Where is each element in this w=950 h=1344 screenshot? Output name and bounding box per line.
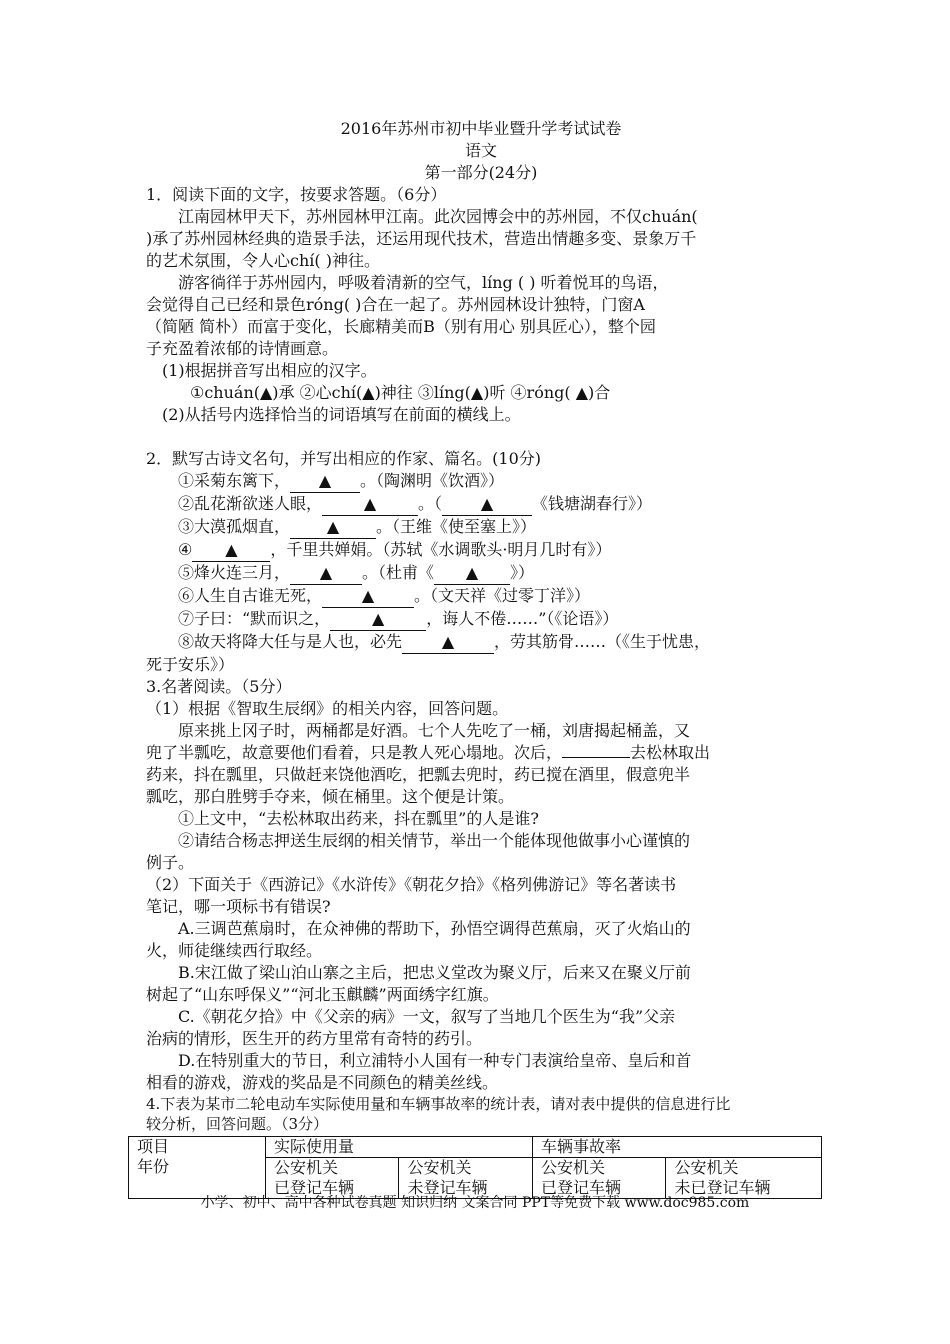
answer-blank[interactable]: ▲ [330, 608, 426, 631]
q4-heading: 4.下表为某市二轮电动车实际使用量和车辆事故率的统计表，请对表中提供的信息进行比 [146, 1095, 731, 1113]
answer-blank[interactable]: ▲ [192, 539, 270, 562]
q3-passage-line: 药来，抖在瓢里，只做赶来饶他酒吃，把瓢去兜时，药已搅在酒里，假意兜半 [146, 765, 691, 784]
q3-sub2-cont: 笔记，哪一项标书有错误? [146, 897, 331, 916]
page-footer: 小学、初中、高中各种试卷真题 知识归纳 文案合同 PPT等免费下载 www.doc985.com [200, 1195, 750, 1211]
q2-item: ⑥人生自古谁无死， ▲ 。（文天祥《过零丁洋》） [146, 585, 816, 608]
q3-passage-line: 原来挑上冈子时，两桶都是好酒。七个人先吃了一桶，刘唐揭起桶盖，又 [178, 721, 691, 740]
q1-passage-line: )承了苏州园林经典的造景手法，还运用现代技术，营造出情趣多变、景象万千 [146, 229, 697, 248]
q2-heading: 2．默写古诗文名句，并写出相应的作家、篇名。(10分) [146, 449, 542, 468]
q3-option-c: C.《朝花夕拾》中《父亲的病》一文，叙写了当地几个医生为“我”父亲 [178, 1007, 676, 1026]
q3-option-d-cont: 相看的游戏，游戏的奖品是不同颜色的精美丝线。 [146, 1073, 499, 1092]
q1-heading: 1．阅读下面的文字，按要求答题。（6分） [146, 185, 447, 204]
q1-passage-line: 子充盈着浓郁的诗情画意。 [146, 339, 339, 358]
q3-question-b: ②请结合杨志押送生辰纲的相关情节，举出一个能体现他做事小心谨慎的 [178, 831, 691, 850]
q2-item: ⑤烽火连三月， ▲ 。（杜甫《 ▲ 》） [146, 562, 816, 585]
q2-item: ⑦子曰：“默而识之， ▲ ，诲人不倦……”（《论语》） [146, 608, 816, 631]
q1-sub1-items: ①chuán(▲)承 ②心chí(▲)神往 ③líng(▲)听 ④róng( ▲)合 [190, 383, 611, 402]
exam-subject: 语文 [464, 141, 497, 160]
table-col-header: 公安机关 已登记车辆 [532, 1158, 665, 1199]
q1-sub1: (1)根据拼音写出相应的汉字。 [162, 361, 377, 380]
exam-title: 2016年苏州市初中毕业暨升学考试试卷 [340, 119, 622, 138]
table-group-usage: 实际使用量 [266, 1137, 533, 1158]
table-col-header: 公安机关 未已登记车辆 [666, 1158, 822, 1199]
answer-blank[interactable] [562, 757, 630, 758]
q2-item: ①采菊东篱下， ▲ 。（陶渊明《饮酒》） [146, 470, 816, 493]
q3-option-b: B.宋江做了梁山泊山寨之主后，把忠义堂改为聚义厅，后来又在聚义厅前 [178, 963, 691, 982]
q3-option-b-cont: 树起了“山东呼保义”“河北玉麒麟”两面绣字红旗。 [146, 985, 499, 1004]
answer-blank[interactable]: ▲ [402, 631, 494, 654]
answer-blank[interactable]: ▲ [290, 562, 362, 585]
answer-blank[interactable]: ▲ [322, 493, 418, 516]
q1-passage-line: 会觉得自己已经和景色róng( )合在一起了。苏州园林设计独特，门窗A [146, 295, 645, 314]
table-col-header: 公安机关 已登记车辆 [266, 1158, 399, 1199]
q3-sub2: （2）下面关于《西游记》《水浒传》《朝花夕拾》《格列佛游记》等名著读书 [146, 875, 677, 894]
q2-item: ⑧故天将降大任与是人也，必先 ▲ ，劳其筋骨……（《生于忧患， [146, 631, 816, 654]
q1-sub2: (2)从括号内选择恰当的词语填写在前面的横线上。 [162, 405, 521, 424]
answer-blank[interactable]: ▲ [434, 562, 510, 585]
q2-item: ③大漠孤烟直， ▲ 。（王维《使至塞上》） [146, 516, 816, 539]
q3-question-a: ①上文中，“去松林取出药来，抖在瓢里”的人是谁? [178, 809, 539, 828]
q4-heading-cont: 较分析，回答问题。（3分） [146, 1115, 329, 1133]
exam-part: 第一部分(24分) [424, 163, 538, 182]
q1-passage-line: 的艺术氛围，令人心chí( )神往。 [146, 251, 380, 270]
q2-item-cont: 死于安乐》） [146, 655, 235, 674]
table-group-accident: 车辆事故率 [532, 1137, 821, 1158]
answer-blank[interactable]: ▲ [322, 585, 414, 608]
answer-blank[interactable]: ▲ [290, 470, 360, 493]
q3-sub1: （1）根据《智取生辰纲》的相关内容，回答问题。 [146, 699, 509, 718]
q3-passage-line: 瓢吃，那白胜劈手夺来，倾在桶里。这个便是计策。 [146, 787, 515, 806]
stats-table [128, 1136, 822, 1199]
table-corner: 项目 年份 [129, 1137, 266, 1199]
table-col-header: 公安机关 未登记车辆 [399, 1158, 532, 1199]
q3-option-a: A.三调芭蕉扇时，在众神佛的帮助下，孙悟空调得芭蕉扇，灭了火焰山的 [178, 919, 691, 938]
q2-item: ④ ▲ ，千里共婵娟。（苏轼《水调歌头·明月几时有》） [146, 539, 816, 562]
q3-passage-line: 兜了半瓢吃，故意要他们看着，只是教人死心塌地。次后， 去松林取出 [146, 743, 711, 762]
q1-passage-line: 江南园林甲天下，苏州园林甲江南。此次园博会中的苏州园，不仅chuán( [178, 207, 698, 226]
q2-item: ②乱花渐欲迷人眼， ▲ 。（ ▲ 《钱塘湖春行》） [146, 493, 816, 516]
q3-option-c-cont: 治病的情形，医生开的药方里常有奇特的药引。 [146, 1029, 483, 1048]
answer-blank[interactable]: ▲ [442, 493, 532, 516]
q1-passage-line: 游客徜徉于苏州园内，呼吸着清新的空气，líng ( ) 听着悦耳的鸟语， [178, 273, 669, 292]
q3-heading: 3.名著阅读。（5分） [146, 677, 292, 696]
q3-option-d: D.在特别重大的节日，利立浦特小人国有一种专门表演给皇帝、皇后和首 [178, 1051, 692, 1070]
q3-question-b-cont: 例子。 [146, 853, 195, 872]
q1-passage-line: （简陋 简朴）而富于变化，长廊精美而B（别有用心 别具匠心），整个园 [146, 317, 656, 336]
exam-page [137, 118, 816, 1199]
answer-blank[interactable]: ▲ [290, 516, 376, 539]
q3-option-a-cont: 火，师徒继续西行取经。 [146, 941, 323, 960]
